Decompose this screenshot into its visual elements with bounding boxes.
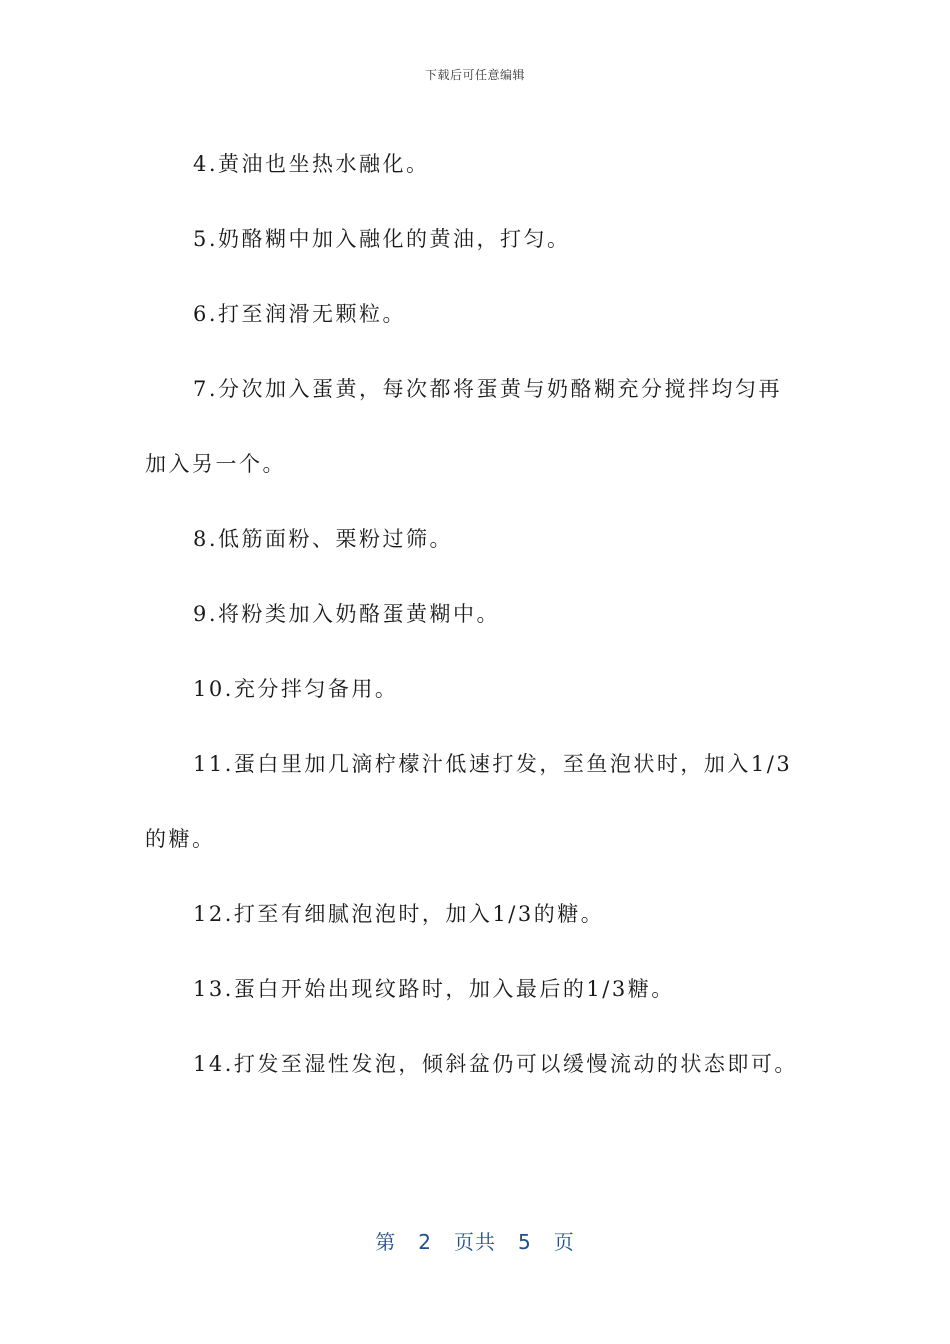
footer-current-page: 2 <box>418 1230 432 1254</box>
paragraph-step-7-line-2: 加入另一个。 <box>145 452 286 476</box>
paragraph-step-10: 10.充分拌匀备用。 <box>193 677 399 701</box>
footer-middle: 页共 <box>454 1230 496 1254</box>
paragraph-step-12: 12.打至有细腻泡泡时，加入1/3的糖。 <box>193 902 605 926</box>
footer-prefix: 第 <box>375 1230 397 1254</box>
paragraph-step-6: 6.打至润滑无颗粒。 <box>193 302 407 326</box>
document-body <box>145 127 805 1102</box>
paragraph-step-13: 13.蛋白开始出现纹路时，加入最后的1/3糖。 <box>193 977 675 1001</box>
footer-total-pages: 5 <box>518 1230 532 1254</box>
paragraph-step-14: 14.打发至湿性发泡，倾斜盆仍可以缓慢流动的状态即可。 <box>193 1052 798 1076</box>
paragraph-step-7-line-1: 7.分次加入蛋黄，每次都将蛋黄与奶酪糊充分搅拌均匀再 <box>193 377 783 401</box>
page-footer <box>0 1226 950 1255</box>
page-header: 下载后可任意编辑 <box>424 68 525 82</box>
paragraph-step-4: 4.黄油也坐热水融化。 <box>193 152 430 176</box>
paragraph-step-8: 8.低筋面粉、栗粉过筛。 <box>193 527 454 551</box>
footer-suffix: 页 <box>553 1230 575 1254</box>
paragraph-step-9: 9.将粉类加入奶酪蛋黄糊中。 <box>193 602 501 626</box>
paragraph-step-5: 5.奶酪糊中加入融化的黄油，打匀。 <box>193 227 571 251</box>
paragraph-step-11-line-1: 11.蛋白里加几滴柠檬汁低速打发，至鱼泡状时，加入1/3 <box>193 752 793 776</box>
paragraph-step-11-line-2: 的糖。 <box>145 827 216 851</box>
